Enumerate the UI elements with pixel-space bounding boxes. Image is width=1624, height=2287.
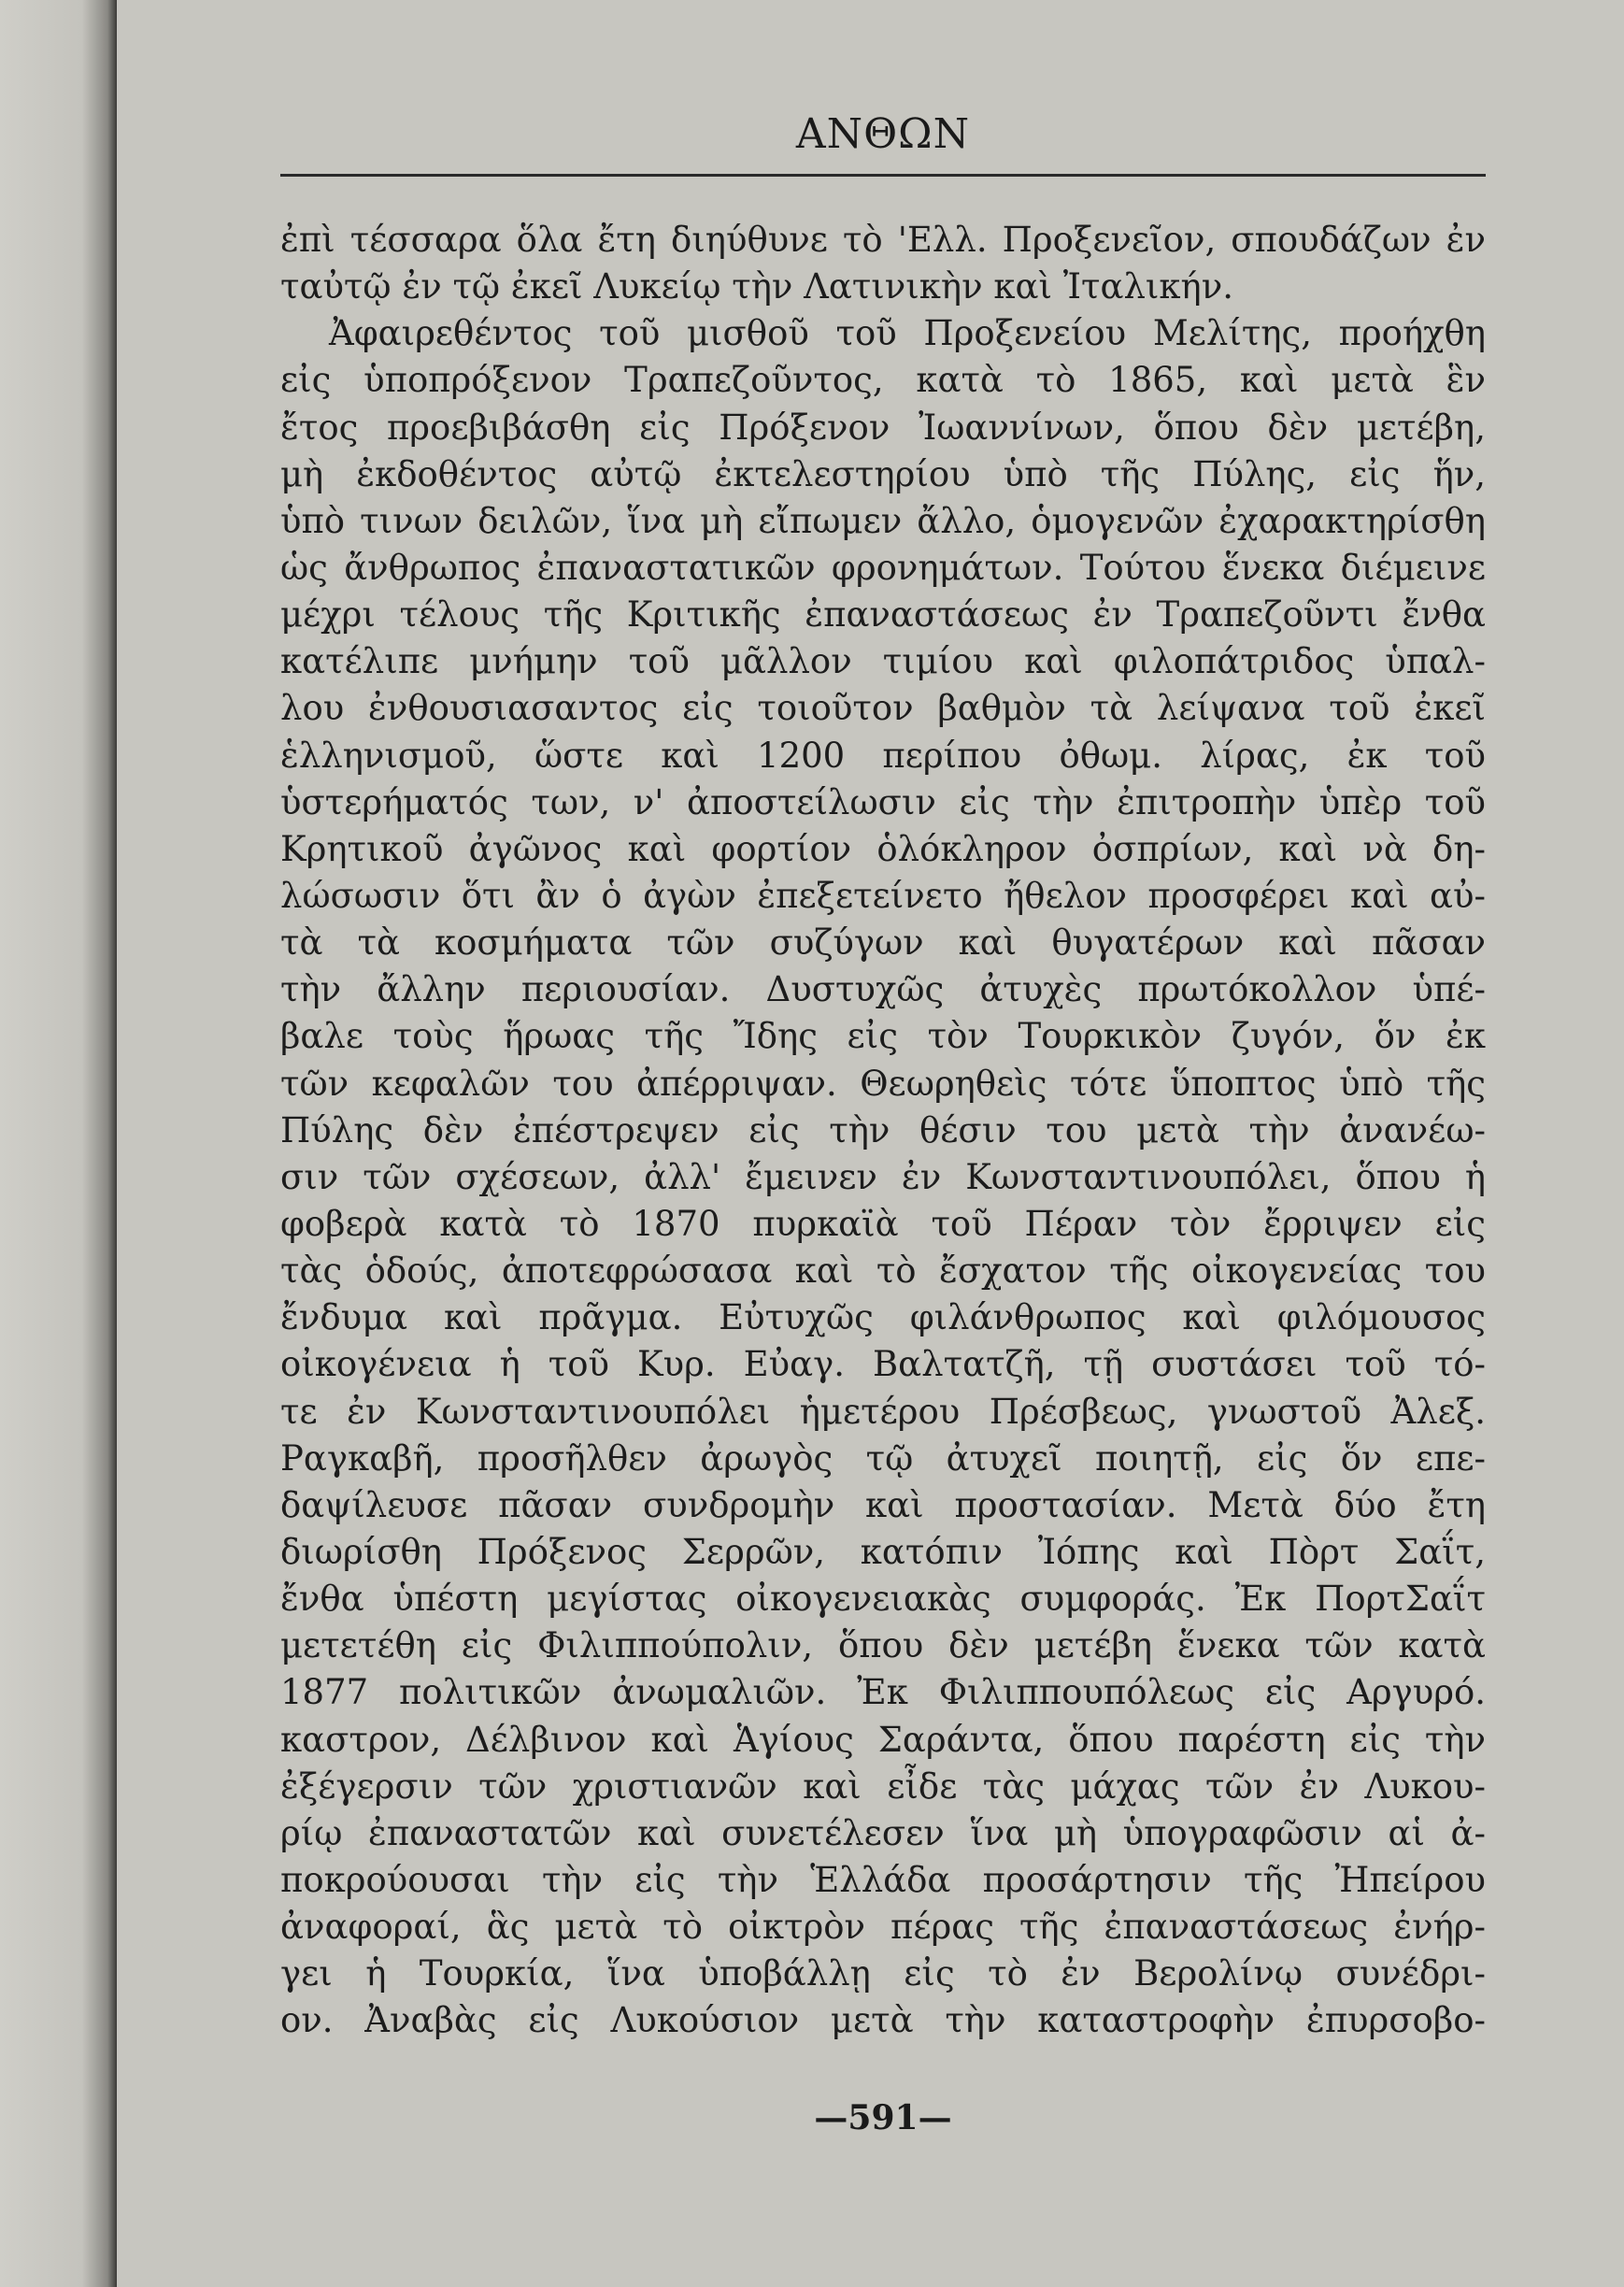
page-footer [280,2098,1486,2137]
text-line: τῶν κεφαλῶν του ἀπέρριψαν. Θεωρηθεὶς τότε ὕποπτος ὑπὸ τῆς [280,1063,1486,1104]
text-line: Πύλης δὲν ἐπέστρεψεν εἰς τὴν θέσιν του μετὰ τὴν ἀνανέω- [280,1109,1486,1151]
text-line: λώσωσιν ὅτι ἂν ὁ ἀγὼν ἐπεξετείνετο ἤθελον προσφέρει καὶ αὐ- [280,875,1486,916]
header-rule [280,174,1486,177]
text-line: κατέλιπε μνήμην τοῦ μᾶλλον τιμίου καὶ φιλοπάτριδος ὑπαλ- [280,641,1486,682]
text-line: ἐξέγερσιν τῶν χριστιανῶν καὶ εἶδε τὰς μάχας τῶν ἐν Λυκου- [280,1765,1486,1807]
text-line: μὴ ἐκδοθέντος αὐτῷ ἐκτελεστηρίου ὑπὸ τῆς Πύλης, εἰς ἥν, [280,453,1486,494]
text-line: Ἀφαιρεθέντος τοῦ μισθοῦ τοῦ Προξενείου Μελίτης, προήχθη [329,313,1486,354]
text-line: ἐπὶ τέσσαρα ὅλα ἔτη διηύθυνε τὸ 'Ελλ. Προξενεῖον, σπουδάζων ἐν [280,220,1486,260]
body-text [280,217,1486,2044]
text-line: οἰκογένεια ἡ τοῦ Κυρ. Εὐαγ. Βαλτατζῆ, τῇ συστάσει τοῦ τό- [280,1344,1486,1385]
book-gutter [0,0,117,2287]
text-line: ἀναφοραί, ἃς μετὰ τὸ οἰκτρὸν πέρας τῆς ἐπαναστάσεως ἐνήρ- [280,1907,1486,1948]
text-line: καστρον, Δέλβινον καὶ Ἁγίους Σαράντα, ὅπου παρέστη εἰς τὴν [280,1719,1486,1760]
text-line: Κρητικοῦ ἀγῶνος καὶ φορτίον ὁλόκληρον ὀσπρίων, καὶ νὰ δη- [280,828,1486,869]
text-line: ὡς ἄνθρωπος ἐπαναστατικῶν φρονημάτων. Τούτου ἕνεκα διέμεινε [280,547,1486,588]
text-line: εἰς ὑποπρόξενον Τραπεζοῦντος, κατὰ τὸ 1865, καὶ μετὰ ἓν [280,360,1486,401]
text-line: γει ἡ Τουρκία, ἵνα ὑποβάλλῃ εἰς τὸ ἐν Βερολίνῳ συνέδρι- [280,1953,1486,1994]
text-line: μετετέθη εἰς Φιλιππούπολιν, ὅπου δὲν μετέβη ἕνεκα τῶν κατὰ [280,1625,1486,1666]
text-line: Ραγκαβῆ, προσῆλθεν ἀρωγὸς τῷ ἀτυχεῖ ποιητῇ, εἰς ὅν επε- [280,1437,1486,1479]
text-line: τὴν ἄλλην περιουσίαν. Δυστυχῶς ἀτυχὲς πρωτόκολλον ὑπέ- [280,969,1486,1010]
text-line: ἔνδυμα καὶ πρᾶγμα. Εὐτυχῶς φιλάνθρωπος καὶ φιλόμουσος [280,1297,1486,1338]
text-line: ὑπὸ τινων δειλῶν, ἵνα μὴ εἴπωμεν ἄλλο, ὁμογενῶν ἐχαρακτηρίσθη [280,500,1486,541]
text-line: φοβερὰ κατὰ τὸ 1870 πυρκαϊὰ τοῦ Πέραν τὸν ἔρριψεν εἰς [280,1203,1486,1244]
text-line: τὰ τὰ κοσμήματα τῶν συζύγων καὶ θυγατέρων καὶ πᾶσαν [280,922,1486,964]
text-line: ρίῳ ἐπαναστατῶν καὶ συνετέλεσεν ἵνα μὴ ὑπογραφῶσιν αἱ ἀ- [280,1812,1486,1853]
text-line: ταὐτῷ ἐν τῷ ἐκεῖ Λυκείῳ τὴν Λατινικὴν καὶ Ἰταλικήν. [280,266,1233,307]
text-line: ἑλληνισμοῦ, ὥστε καὶ 1200 περίπου ὀθωμ. λίρας, ἐκ τοῦ [280,735,1486,776]
text-line: ὑστερήματός των, ν' ἀποστείλωσιν εἰς τὴν ἐπιτροπὴν ὑπὲρ τοῦ [280,781,1486,822]
text-line: δαψίλευσε πᾶσαν συνδρομὴν καὶ προστασίαν. Μετὰ δύο ἔτη [280,1484,1486,1525]
text-line: λου ἐνθουσιασαντος εἰς τοιοῦτον βαθμὸν τὰ λείψανα τοῦ ἐκεῖ [280,688,1486,729]
text-line: διωρίσθη Πρόξενος Σερρῶν, κατόπιν Ἰόπης καὶ Πὸρτ Σαΐτ, [280,1531,1486,1572]
text-line: 1877 πολιτικῶν ἀνωμαλιῶν. Ἐκ Φιλιππουπόλεως εἰς Αργυρό. [280,1672,1486,1713]
text-line: σιν τῶν σχέσεων, ἀλλ' ἔμεινεν ἐν Κωνσταντινουπόλει, ὅπου ἡ [280,1156,1486,1197]
text-line: τε ἐν Κωνσταντινουπόλει ἡμετέρου Πρέσβεως, γνωστοῦ Ἀλεξ. [280,1391,1486,1432]
text-line: ἔνθα ὑπέστη μεγίστας οἰκογενειακὰς συμφοράς. Ἐκ ΠορτΣαΐτ [280,1579,1486,1620]
text-line: ον. Ἀναβὰς εἰς Λυκούσιον μετὰ τὴν καταστροφὴν ἐπυρσοβο- [280,2000,1486,2041]
running-header [280,110,1486,158]
text-line: τὰς ὁδούς, ἀποτεφρώσασα καὶ τὸ ἔσχατον τῆς οἰκογενείας του [280,1251,1486,1292]
text-line: ποκρούουσαι τὴν εἰς τὴν Ἑλλάδα προσάρτησιν τῆς Ἠπείρου [280,1859,1486,1900]
page-number: —591— [814,2098,952,2137]
running-header-title: ΑΝΘΩΝ [795,110,971,158]
text-line: βαλε τοὺς ἥρωας τῆς Ἴδης εἰς τὸν Τουρκικὸν ζυγόν, ὅν ἐκ [280,1016,1486,1057]
text-line: μέχρι τέλους τῆς Κριτικῆς ἐπαναστάσεως ἐν Τραπεζοῦντι ἔνθα [280,594,1486,636]
text-line: ἔτος προεβιβάσθη εἰς Πρόξενον Ἰωαννίνων, ὅπου δὲν μετέβη, [280,407,1486,448]
